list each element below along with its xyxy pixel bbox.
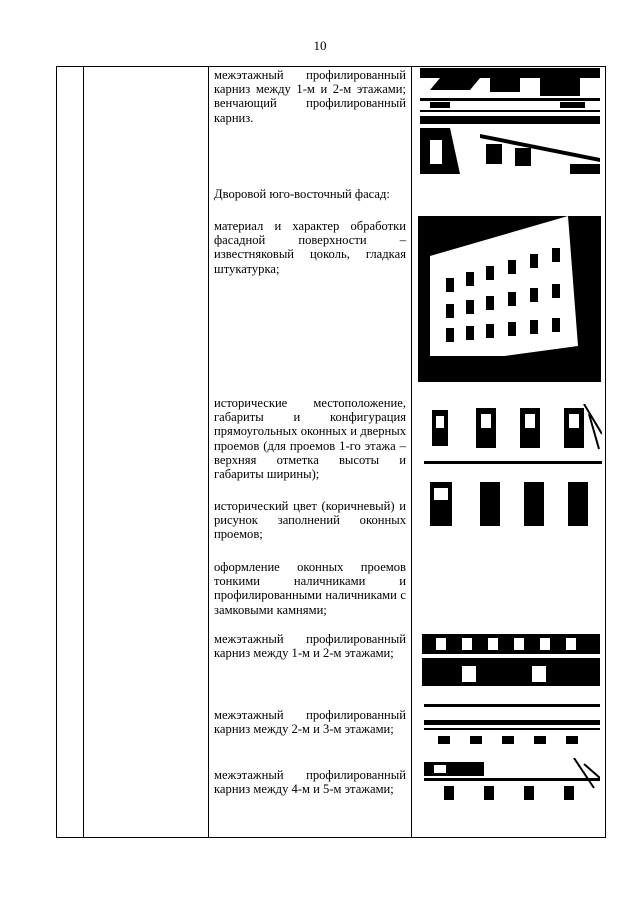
photo-openings-lower bbox=[424, 478, 602, 530]
column-divider-1 bbox=[83, 67, 84, 837]
photo-cornice-top-2 bbox=[420, 128, 600, 174]
description-window-trims: оформление оконных проемов тонкими наличниками и профилированными наличниками с замковыми камнями; bbox=[214, 560, 406, 617]
description-surface-material: материал и характер обработки фасадной поверхности – известняковый цоколь, гладкая штукатурка; bbox=[214, 219, 406, 276]
column-divider-2 bbox=[208, 67, 209, 837]
photo-openings-band bbox=[424, 460, 602, 468]
description-openings: исторические местоположение, габариты и конфигурация прямоугольных оконных и дверных проемов (для проемов 1-го этажа – верхняя отметка высоты и габариты ширины); bbox=[214, 396, 406, 482]
photo-courtyard-facade bbox=[418, 216, 601, 382]
description-cornice-1-2: межэтажный профилированный карниз между 1-м и 2-м этажами; bbox=[214, 632, 406, 661]
page-number: 10 bbox=[313, 38, 327, 53]
photo-cornice-1-2 bbox=[422, 634, 600, 686]
column-divider-3 bbox=[411, 67, 412, 837]
description-window-fill: исторический цвет (коричневый) и рисунок заполнений оконных проемов; bbox=[214, 499, 406, 542]
description-cornice-4-5: межэтажный профилированный карниз между 4-м и 5-м этажами; bbox=[214, 768, 406, 797]
description-cornice-2-3: межэтажный профилированный карниз между 2-м и 3-м этажами; bbox=[214, 708, 406, 737]
description-cornices-top: межэтажный профилированный карниз между 1-м и 2-м этажами; венчающий профилированный карниз. bbox=[214, 68, 406, 125]
courtyard-facade-heading: Дворовой юго-восточный фасад: bbox=[214, 187, 390, 201]
photo-cornice-2-3 bbox=[424, 702, 600, 744]
photo-cornice-top bbox=[420, 68, 600, 124]
photo-cornice-4-5 bbox=[424, 758, 600, 804]
photo-openings-upper bbox=[424, 404, 602, 454]
